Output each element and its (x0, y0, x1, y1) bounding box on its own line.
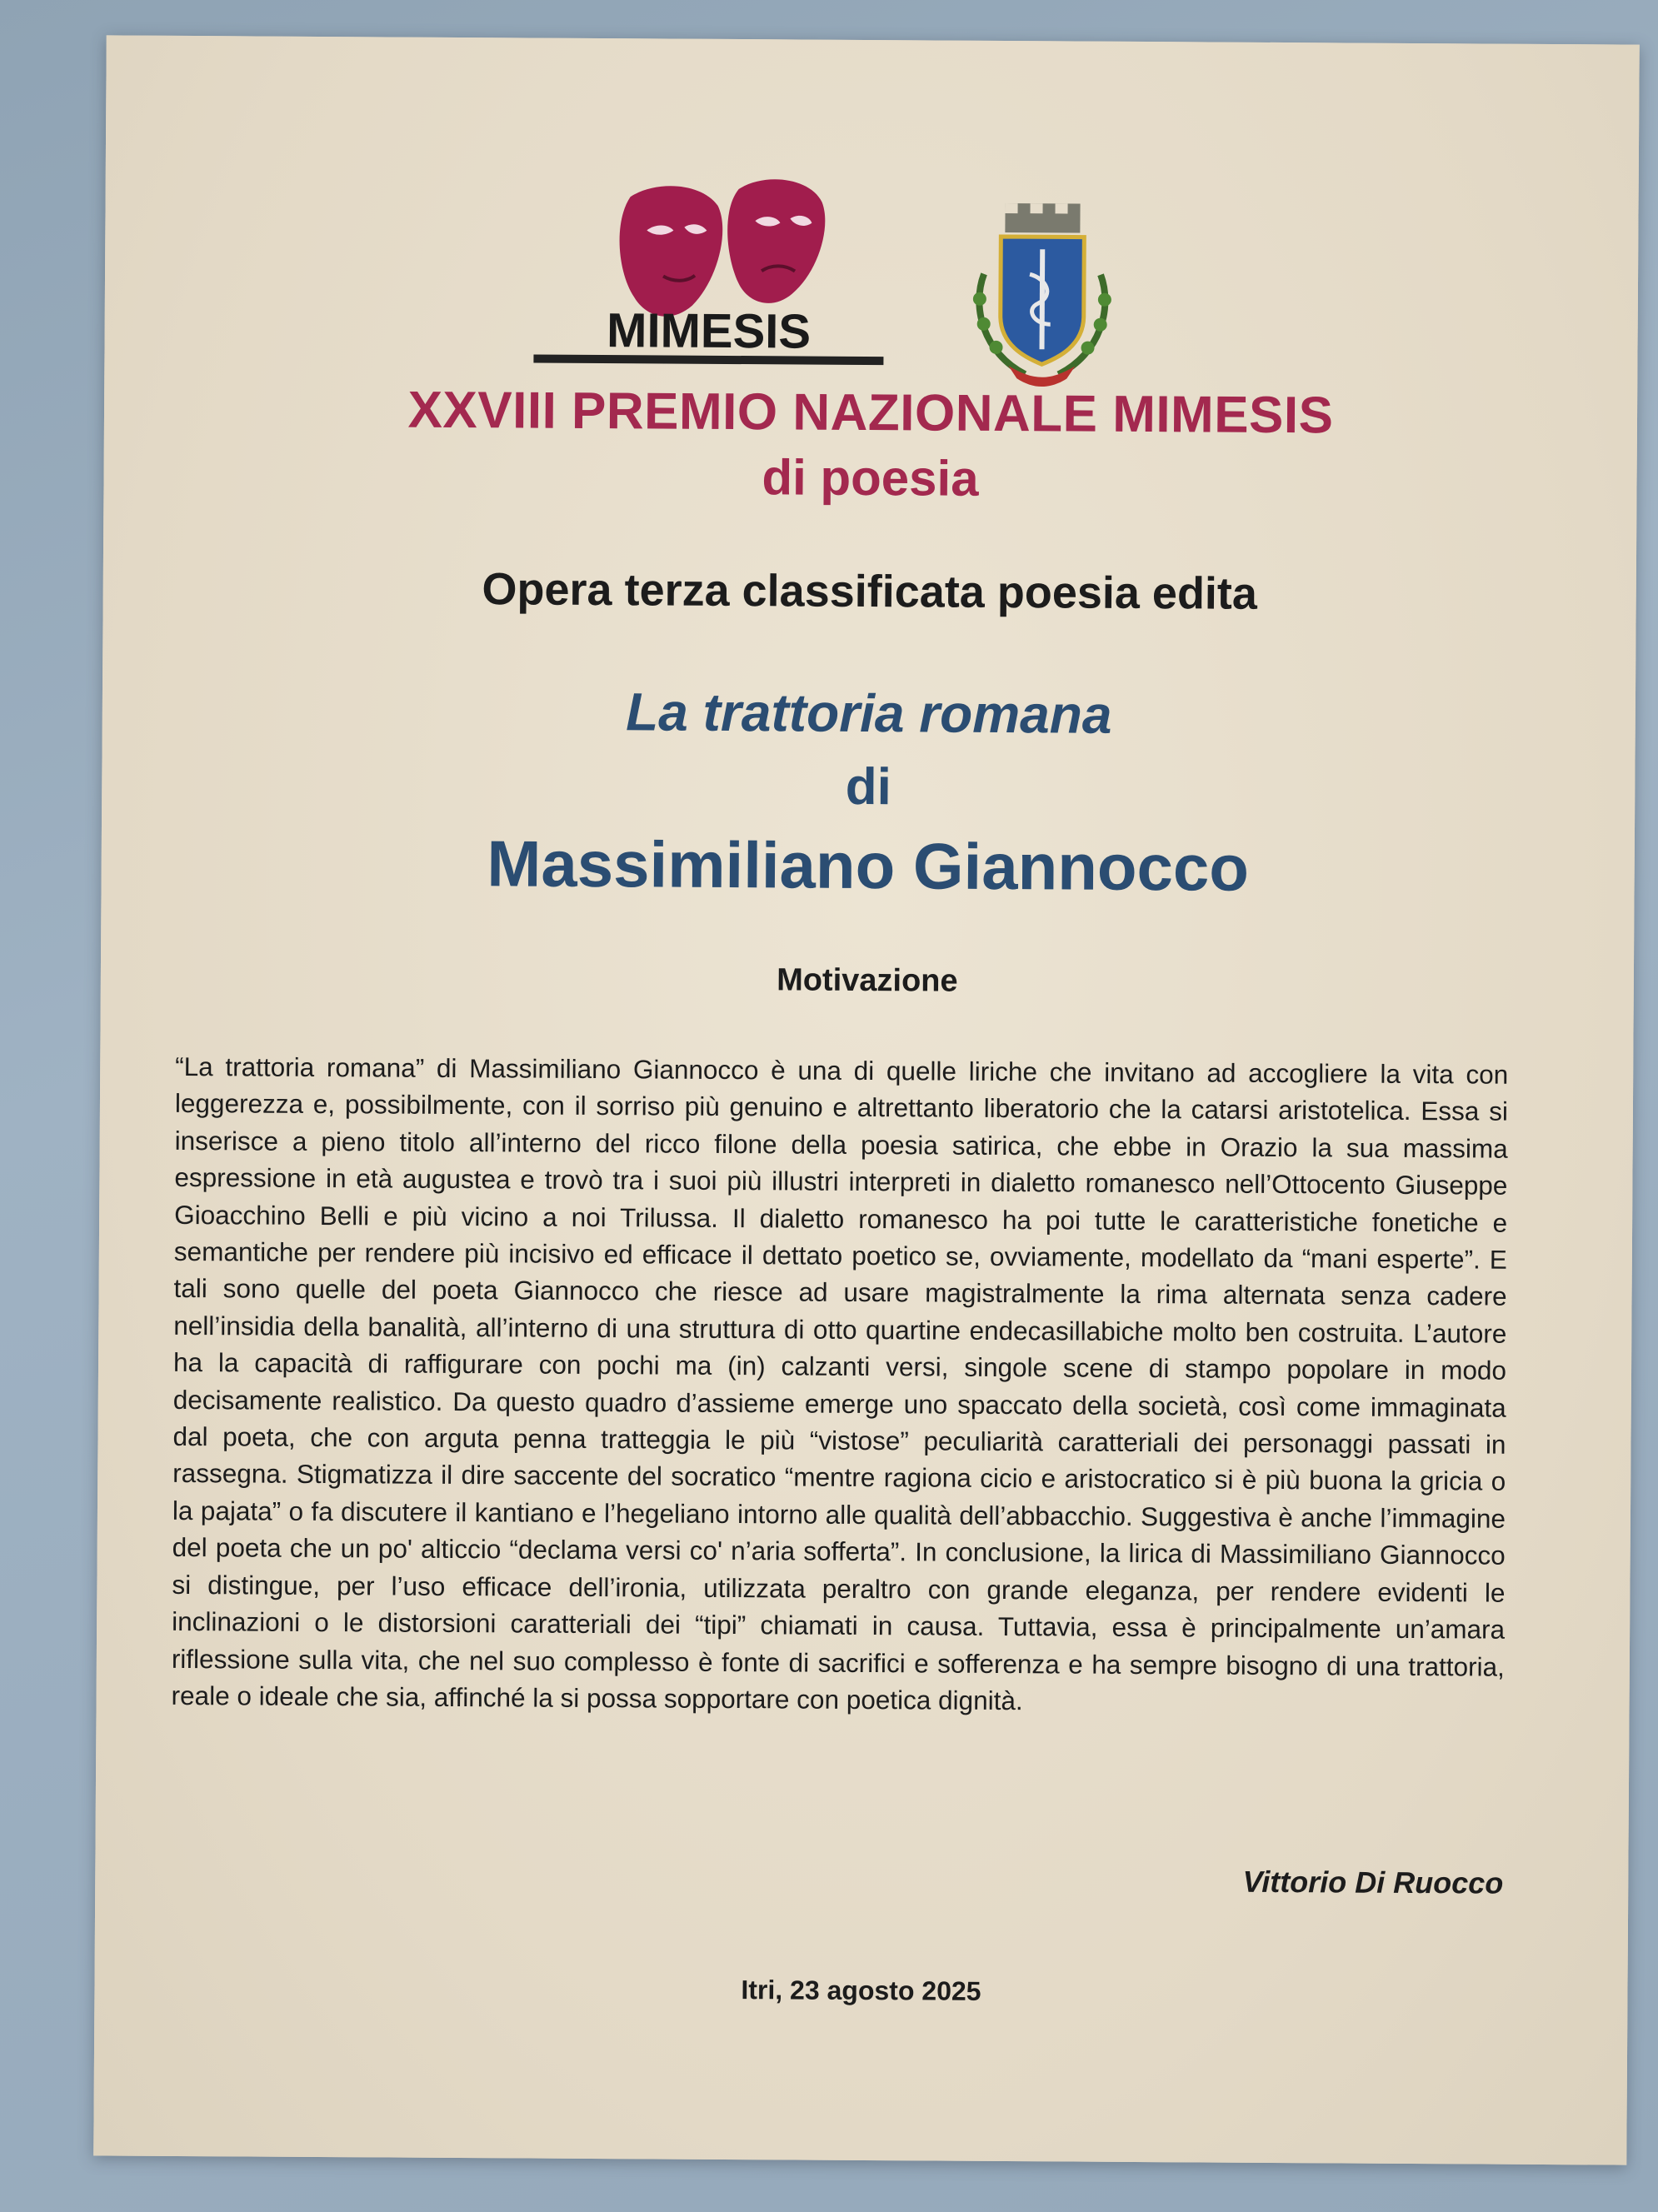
theatre-masks-icon (529, 172, 888, 374)
certificate-sheet (93, 35, 1640, 2165)
motivation-heading: Motivazione (777, 962, 958, 999)
mimesis-brand-text: MIMESIS (606, 303, 812, 359)
signature: Vittorio Di Ruocco (1242, 1864, 1504, 1900)
motivation-text: “La trattoria romana” di Massimiliano Giannocco è una di quelle liriche che invitano ad accogliere la vita con leggerezza e, possibilmente, con il sorriso più genuino e altrettanto liberatorio che la catarsi aristotelica. Essa si inserisce a pieno titolo all’interno del ricco filone della poesia satirica, che ebbe in Orazio la sua massima espressione in età augustea e trovò tra i suoi più illustri interpreti in dialetto romanesco nell’Ottocento Giuseppe Gioacchino Belli e più vicino a noi Trilussa. Il dialetto romanesco ha poi tutte le caratteristiche fonetiche e semantiche per rendere più incisivo ed efficace il dettato poetico se, ovviamente, modellato da “mani esperte”. E tali sono quelle del poeta Giannocco che riesce ad usare magistralmente la rima alternata senza cadere nell’insidia della banalità, all’interno di una struttura di otto quartine endecasillabiche molto ben costruita. L’autore ha la capacità di raffigurare con pochi ma (in) calzanti versi, singole scene di stampo popolare in modo decisamente realistico. Da questo quadro d’assieme emerge uno spaccato della società, così come immaginata dal poeta, che con arguta penna tratteggia le più “vistose” peculiarità caratteriali dei personaggi passati in rassegna. Stigmatizza il dire saccente del socratico “mentre ragiona cicio e aristocratico si è più buona la gricia o la pajata” o fa discutere il kantiano e l’hegeliano intorno alle qualità dell’abbacchio. Suggestiva è anche l’immagine del poeta che un po' alticcio “declama versi co' n’aria sofferta”. In conclusione, la lirica di Massimiliano Giannocco si distingue, per l’uso efficace dell’ironia, utilizzata peraltro con grande eleganza, per rendere evidenti le inclinazioni o le distorsioni caratteriali dei “tipi” chiamati in causa. Tuttavia, essa è principalmente un’amara riflessione sulla vita, che nel suo complesso è fonte di sacrifici e sofferenza e ha sempre bisogno di una trattoria, reale o ideale che sia, affinché la si possa sopportare con poetica dignità. (171, 1051, 1509, 1716)
award-category: Opera terza classificata poesia edita (482, 564, 1258, 619)
work-connector: di (845, 757, 892, 816)
award-subtitle: di poesia (762, 449, 979, 507)
logos-row (104, 127, 1639, 419)
work-author: Massimiliano Giannocco (487, 826, 1250, 905)
place-date: Itri, 23 agosto 2025 (741, 1975, 981, 2006)
municipal-crest-icon (958, 199, 1126, 392)
mimesis-logo (529, 172, 888, 374)
work-title: La trattoria romana (625, 682, 1112, 745)
award-title: XXVIII PREMIO NAZIONALE MIMESIS (407, 381, 1334, 445)
